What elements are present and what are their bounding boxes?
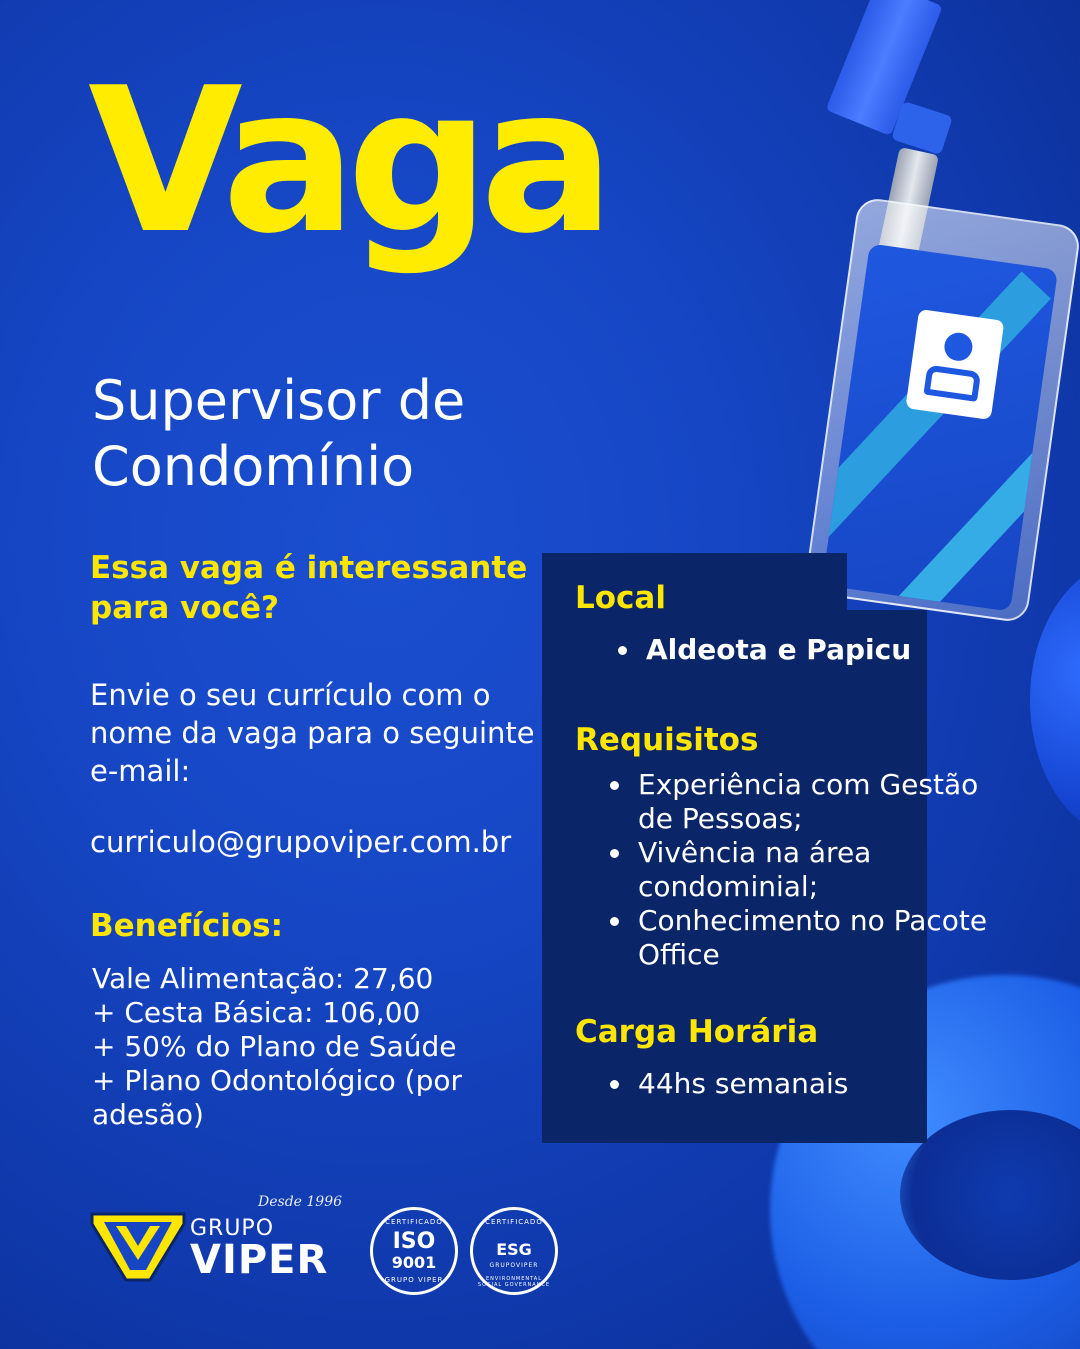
local-list <box>610 633 940 667</box>
benefits-list <box>92 962 532 1132</box>
lanyard-clip <box>891 101 953 155</box>
question-heading: Essa vaga é interessante para você? <box>90 550 528 626</box>
requirement-item: Conhecimento no Pacote Office <box>602 904 1022 972</box>
requirement-item: Experiência com Gestão de Pessoas; <box>602 768 1022 836</box>
esg-seal-main: ESG <box>496 1240 532 1259</box>
job-title-line: Supervisor de <box>92 369 466 432</box>
since-tagline: Desde 1996 <box>258 1194 343 1210</box>
benefit-item: + 50% do Plano de Saúde <box>92 1030 457 1063</box>
viper-shield-logo <box>90 1210 186 1284</box>
requirement-item: Vivência na área condominial; <box>602 836 1022 904</box>
local-item: Aldeota e Papicu <box>610 633 940 667</box>
hours-heading: Carga Horária <box>575 1014 819 1050</box>
esg-seal <box>470 1207 558 1295</box>
brand-main: VIPER <box>190 1237 329 1283</box>
iso-seal-top: CERTIFICADO <box>385 1218 443 1226</box>
esg-seal-top: CERTIFICADO <box>485 1218 543 1226</box>
decorative-sphere-right <box>1030 560 1080 840</box>
requirements-list <box>602 768 1022 972</box>
person-icon <box>905 309 1004 420</box>
local-heading: Local <box>575 580 666 616</box>
iso-seal-bottom: GRUPO VIPER <box>384 1276 444 1284</box>
job-title-line: Condomínio <box>92 435 415 498</box>
benefit-item: + Cesta Básica: 106,00 <box>92 996 421 1029</box>
hours-list <box>602 1067 932 1101</box>
benefit-item: Vale Alimentação: 27,60 <box>92 962 434 995</box>
email-address[interactable]: curriculo@grupoviper.com.br <box>90 825 512 859</box>
instructions-text: Envie o seu currículo com o nome da vaga para o seguinte e-mail: <box>90 678 535 788</box>
page-title: Vaga <box>88 45 605 278</box>
requirements-heading: Requisitos <box>575 722 759 758</box>
iso-seal-number: 9001 <box>391 1253 437 1272</box>
iso-seal <box>370 1207 458 1295</box>
esg-seal-sub: GRUPOVIPER <box>489 1262 539 1269</box>
benefits-heading: Benefícios: <box>90 908 284 944</box>
person-body <box>923 365 981 402</box>
iso-seal-main: ISO <box>392 1229 436 1254</box>
brand-top: GRUPO <box>190 1216 275 1241</box>
esg-seal-ring: ENVIRONMENTAL SOCIAL GOVERNANCE <box>477 1276 551 1288</box>
hours-item: 44hs semanais <box>602 1067 932 1101</box>
job-title <box>92 368 552 500</box>
person-head <box>943 331 975 363</box>
benefit-item: + Plano Odontológico (por adesão) <box>92 1064 462 1131</box>
